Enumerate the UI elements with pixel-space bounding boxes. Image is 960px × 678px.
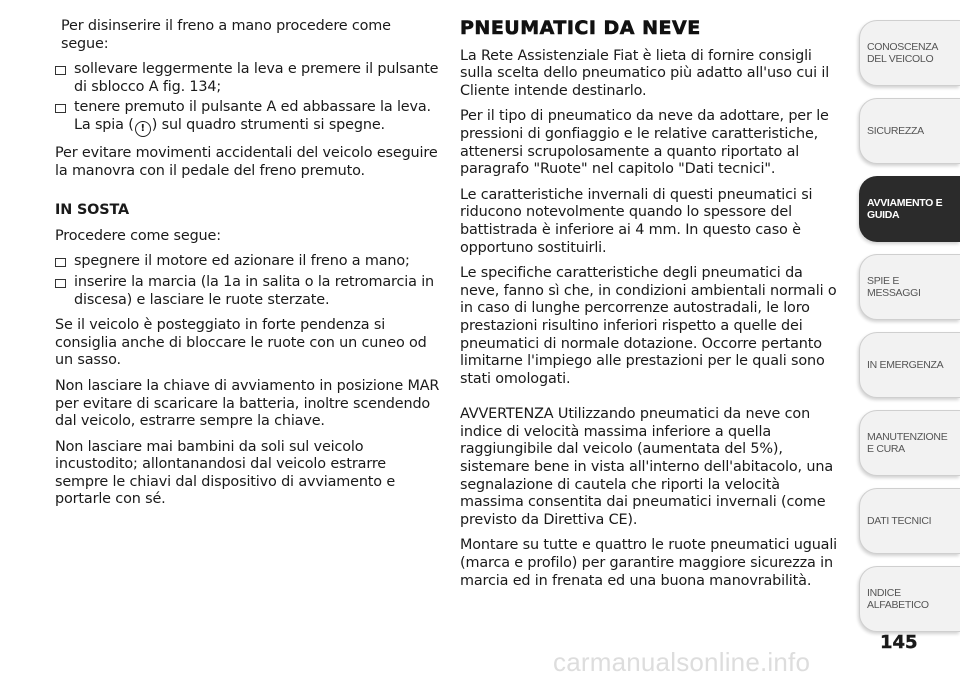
intro-text: Per disinserire il freno a mano procedere come segue: bbox=[61, 18, 391, 52]
tab-manutenzione-e-cura[interactable] bbox=[859, 410, 960, 476]
tab-label: IN EMERGENZA bbox=[867, 359, 944, 371]
paragraph: Le caratteristiche invernali di questi pneumatici si riducono notevolmente quando lo spessore del battistrada è inferiore ai 4 mm. In questo caso è opportuno sostituirli. bbox=[460, 186, 813, 256]
warning-paragraph: AVVERTENZA Utilizzando pneumatici da neve con indice di velocità massima inferiore a quella raggiungibile dal veicolo (aumentata del 5%), sistemare bene in vista all'interno dell'abitacolo, una segnalazione di cautela che riporti la velocità massima consentita dai pneumatici invernali (come previsto da Direttiva CE). bbox=[460, 406, 834, 528]
tab-dati-tecnici[interactable] bbox=[859, 488, 960, 554]
left-column bbox=[55, 18, 440, 517]
release-steps-list bbox=[55, 61, 440, 137]
tab-spie-e-messaggi[interactable] bbox=[859, 254, 960, 320]
checkbox-bullet-icon bbox=[55, 66, 66, 75]
tab-label: MANUTENZIONE E CURA bbox=[867, 431, 948, 455]
tab-label: DATI TECNICI bbox=[867, 515, 932, 527]
tab-sicurezza[interactable] bbox=[859, 98, 960, 164]
list-item-text: inserire la marcia (la 1a in salita o la retromarcia in discesa) e lasciare le ruote sterzate. bbox=[74, 273, 435, 308]
list-item bbox=[55, 274, 440, 309]
tab-indice-alfabetico[interactable] bbox=[859, 566, 960, 632]
paragraph: Procedere come segue: bbox=[55, 227, 221, 244]
chapter-sidebar bbox=[859, 0, 960, 678]
paragraph: Non lasciare la chiave di avviamento in posizione MAR per evitare di scaricare la batteria, inoltre scendendo dal veicolo, estrarre sempre la chiave. bbox=[55, 377, 440, 430]
watermark: carmanualsonline.info bbox=[553, 647, 811, 677]
list-item bbox=[55, 253, 440, 271]
section-title: PNEUMATICI DA NEVE bbox=[460, 17, 701, 39]
tab-avviamento-e-guida[interactable] bbox=[859, 176, 960, 242]
tab-label: CONOSCENZA DEL VEICOLO bbox=[867, 41, 938, 65]
tab-label: SPIE E MESSAGGI bbox=[867, 275, 921, 299]
paragraph: Per evitare movimenti accidentali del veicolo eseguire la manovra con il pedale del freno premuto. bbox=[55, 144, 438, 179]
tab-label: AVVIAMENTO E GUIDA bbox=[867, 197, 943, 221]
list-item-text: sollevare leggermente la leva e premere il pulsante di sblocco A fig. 134; bbox=[74, 61, 439, 95]
parking-steps-list bbox=[55, 253, 440, 309]
list-item-text: spegnere il motore ed azionare il freno a mano; bbox=[74, 253, 410, 270]
tab-label: SICUREZZA bbox=[867, 125, 924, 137]
tab-in-emergenza[interactable] bbox=[859, 332, 960, 398]
paragraph: La Rete Assistenziale Fiat è lieta di fornire consigli sulla scelta dello pneumatico più adatto all'uso cui il Cliente intende destinarlo. bbox=[460, 47, 830, 99]
checkbox-bullet-icon bbox=[55, 258, 66, 267]
list-item-text: tenere premuto il pulsante A ed abbassare la leva. bbox=[74, 99, 431, 116]
paragraph: Le specifiche caratteristiche degli pneumatici da neve, fanno sì che, in condizioni ambientali normali o in caso di lunghe percorrenze autostradali, le loro prestazioni risultino inferiori rispetto a quelle dei pneumatici di normale dotazione. Occorre pertanto limitarne l'impiego alle prestazioni per le quali sono stati omologati. bbox=[460, 265, 837, 387]
list-item bbox=[55, 99, 440, 137]
paragraph: Montare su tutte e quattro le ruote pneumatici uguali (marca e profilo) per garantire maggiore sicurezza in marcia ed in frenata ed una buona manovrabilità. bbox=[460, 537, 838, 589]
paragraph: Per il tipo di pneumatico da neve da adottare, per le pressioni di gonfiaggio e le relative caratteristiche, attenersi scrupolosamente a quanto riportato al paragrafo "Ruote" nel capitolo "Dati tecnici". bbox=[460, 108, 829, 178]
paragraph: Non lasciare mai bambini da soli sul veicolo incustodito; allontanandosi dal veicolo estrarre sempre le chiavi dal dispositivo di avviamento e portarle con sé. bbox=[55, 438, 396, 508]
list-item-text: ) sul quadro strumenti si spegne. bbox=[151, 116, 385, 133]
page-number: 145 bbox=[880, 632, 918, 653]
right-column bbox=[460, 17, 845, 598]
tab-label: INDICE ALFABETICO bbox=[867, 587, 929, 611]
list-item-text: La spia ( bbox=[74, 116, 134, 133]
brake-warning-icon: ! bbox=[135, 121, 151, 137]
checkbox-bullet-icon bbox=[55, 279, 66, 288]
checkbox-bullet-icon bbox=[55, 104, 66, 113]
paragraph: Se il veicolo è posteggiato in forte pendenza si consiglia anche di bloccare le ruote con un cuneo od un sasso. bbox=[55, 317, 427, 369]
section-heading: IN SOSTA bbox=[55, 202, 130, 219]
tab-conoscenza-del-veicolo[interactable] bbox=[859, 20, 960, 86]
list-item bbox=[55, 61, 440, 96]
